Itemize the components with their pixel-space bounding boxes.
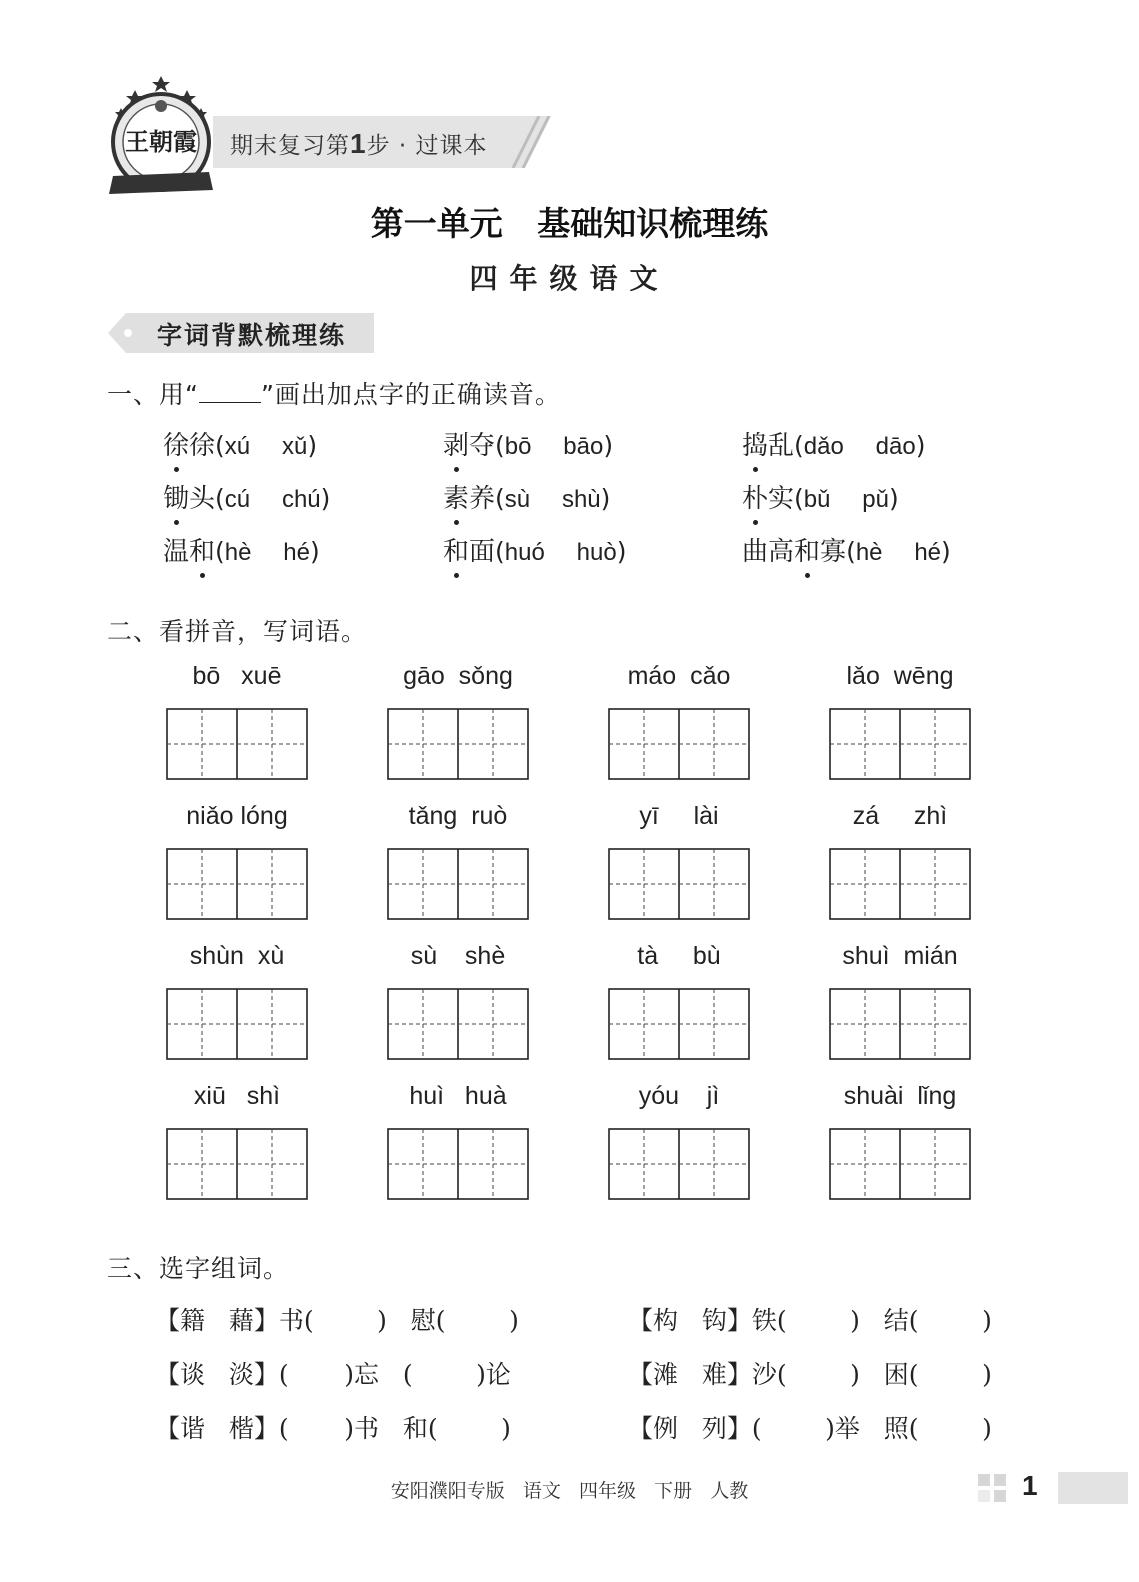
- tian-zi-grid[interactable]: [608, 1128, 750, 1200]
- q1-item: 剥夺(bō bāo): [443, 425, 613, 462]
- brand-logo-seal: [105, 72, 217, 200]
- pinyin-option[interactable]: chú: [281, 486, 321, 513]
- word-char: 徐: [189, 431, 216, 461]
- word-choice-item[interactable]: 【例 列】( )举 照( ): [628, 1414, 992, 1443]
- page-title: 第一单元 基础知识梳理练: [370, 204, 769, 243]
- pinyin-option[interactable]: hè: [224, 539, 252, 566]
- pinyin-option[interactable]: huó: [504, 539, 545, 566]
- pinyin-option[interactable]: bāo: [563, 433, 604, 460]
- word-char: 夺: [469, 431, 496, 461]
- pinyin-prompt: tà bù: [637, 942, 721, 970]
- page-number: 1: [1022, 1470, 1038, 1501]
- q1-item: 朴实(bǔ pǔ): [742, 478, 899, 515]
- pinyin-option[interactable]: dǎo: [803, 433, 844, 460]
- page-subtitle: 四年级语文: [469, 262, 670, 295]
- pinyin-prompt: lǎo wēng: [846, 662, 954, 690]
- dotted-char: 和: [794, 531, 820, 568]
- q1-word: [742, 537, 846, 567]
- word-choice-item[interactable]: 【谐 楷】( )书 和( ): [155, 1414, 511, 1443]
- tian-zi-grid[interactable]: [387, 1128, 529, 1200]
- dotted-char: 徐: [163, 425, 189, 462]
- tian-zi-grid[interactable]: [166, 848, 308, 920]
- pinyin-option[interactable]: cú: [224, 486, 251, 513]
- tian-zi-grid[interactable]: [166, 708, 308, 780]
- q1-item: 温和(hè hé): [163, 531, 320, 568]
- dotted-char: 捣: [742, 425, 768, 462]
- word-choice-item[interactable]: 【构 钩】铁( ) 结( ): [628, 1306, 992, 1335]
- pinyin-prompt: yóu jì: [638, 1082, 720, 1110]
- word-choice-item[interactable]: 【滩 难】沙( ) 困( ): [628, 1360, 992, 1389]
- pinyin-prompt: shùn xù: [189, 942, 285, 970]
- word-char: 曲: [742, 537, 769, 567]
- q2-title: 二、看拼音，写词语。: [107, 617, 368, 646]
- pinyin-prompt: gāo sǒng: [403, 662, 513, 690]
- q1-item: 捣乱(dǎo dāo): [742, 425, 925, 462]
- tian-zi-grid[interactable]: [387, 708, 529, 780]
- pinyin-prompt: xiū shì: [193, 1082, 281, 1110]
- q1-word: [163, 431, 215, 461]
- tian-zi-grid[interactable]: [608, 988, 750, 1060]
- dotted-char: 和: [443, 531, 469, 568]
- tian-zi-grid[interactable]: [829, 708, 971, 780]
- q1-word: [163, 484, 215, 514]
- pinyin-option[interactable]: xǔ: [281, 433, 308, 460]
- pinyin-option[interactable]: hé: [914, 539, 942, 566]
- word-char: 乱: [768, 431, 795, 461]
- pinyin-prompt: tǎng ruò: [408, 802, 508, 830]
- section-tag-label: 字词背默梳理练: [157, 321, 347, 350]
- tian-zi-grid[interactable]: [608, 848, 750, 920]
- pinyin-prompt: niǎo lóng: [186, 802, 288, 830]
- word-char: 寡: [820, 537, 847, 567]
- pinyin-prompt: yī lài: [639, 802, 719, 830]
- page-number-bar: [1058, 1472, 1128, 1504]
- dotted-char: 朴: [742, 478, 768, 515]
- q1-word: [443, 537, 495, 567]
- pinyin-option[interactable]: pǔ: [862, 486, 889, 513]
- word-char: 头: [189, 484, 216, 514]
- dotted-char: 素: [443, 478, 469, 515]
- q1-word: [742, 484, 794, 514]
- pinyin-prompt: máo cǎo: [627, 662, 731, 690]
- pinyin-option[interactable]: xú: [224, 433, 251, 460]
- word-char: 高: [768, 537, 795, 567]
- q1-item: 曲高和寡(hè hé): [742, 531, 951, 568]
- q1-word: [742, 431, 794, 461]
- tian-zi-grid[interactable]: [829, 988, 971, 1060]
- q1-title: 一、用“ ”画出加点字的正确读音。: [107, 380, 561, 409]
- dotted-char: 和: [189, 531, 215, 568]
- pinyin-prompt: shuì mián: [842, 942, 958, 970]
- q1-word: [443, 431, 495, 461]
- pinyin-option[interactable]: bō: [504, 433, 532, 460]
- logo-text: 王朝霞: [125, 127, 197, 156]
- word-char: 实: [768, 484, 795, 514]
- tian-zi-grid[interactable]: [166, 988, 308, 1060]
- tian-zi-grid[interactable]: [166, 1128, 308, 1200]
- pinyin-option[interactable]: bǔ: [803, 486, 831, 513]
- tian-zi-grid[interactable]: [387, 848, 529, 920]
- q1-item: 徐徐(xú xǔ): [163, 425, 317, 462]
- q1-item: 和面(huó huò): [443, 531, 626, 568]
- banner-text: 期末复习第1步 · 过课本: [230, 128, 488, 159]
- tian-zi-grid[interactable]: [829, 848, 971, 920]
- dotted-char: 锄: [163, 478, 189, 515]
- pinyin-prompt: bō xuē: [192, 662, 282, 690]
- dotted-char: 剥: [443, 425, 469, 462]
- pinyin-option[interactable]: huò: [576, 539, 617, 566]
- word-char: 温: [163, 537, 190, 567]
- word-char: 面: [469, 537, 496, 567]
- pinyin-option[interactable]: shù: [561, 486, 601, 513]
- pinyin-option[interactable]: hè: [855, 539, 883, 566]
- tian-zi-grid[interactable]: [387, 988, 529, 1060]
- word-char: 养: [469, 484, 496, 514]
- pinyin-option[interactable]: dāo: [875, 433, 916, 460]
- q3-title: 三、选字组词。: [107, 1254, 290, 1283]
- tian-zi-grid[interactable]: [608, 708, 750, 780]
- tian-zi-grid[interactable]: [829, 1128, 971, 1200]
- word-choice-item[interactable]: 【谈 淡】( )忘 ( )论: [155, 1360, 511, 1389]
- pinyin-prompt: zá zhì: [852, 802, 948, 830]
- pinyin-option[interactable]: hé: [283, 539, 310, 566]
- pinyin-prompt: huì huà: [409, 1082, 507, 1110]
- underline-blank: [199, 380, 261, 403]
- footer-edition: 安阳濮阳专版 语文 四年级 下册 人教: [390, 1480, 749, 1502]
- pinyin-prompt: sù shè: [410, 942, 506, 970]
- pinyin-option[interactable]: sù: [504, 486, 531, 513]
- pinyin-prompt: shuài lǐng: [843, 1082, 957, 1110]
- page-number-decoration: [978, 1474, 1018, 1504]
- word-choice-item[interactable]: 【籍 藉】书( ) 慰( ): [155, 1306, 519, 1335]
- q1-item: 锄头(cú chú): [163, 478, 330, 515]
- q1-item: 素养(sù shù): [443, 478, 610, 515]
- q1-word: [443, 484, 495, 514]
- q1-word: [163, 537, 215, 567]
